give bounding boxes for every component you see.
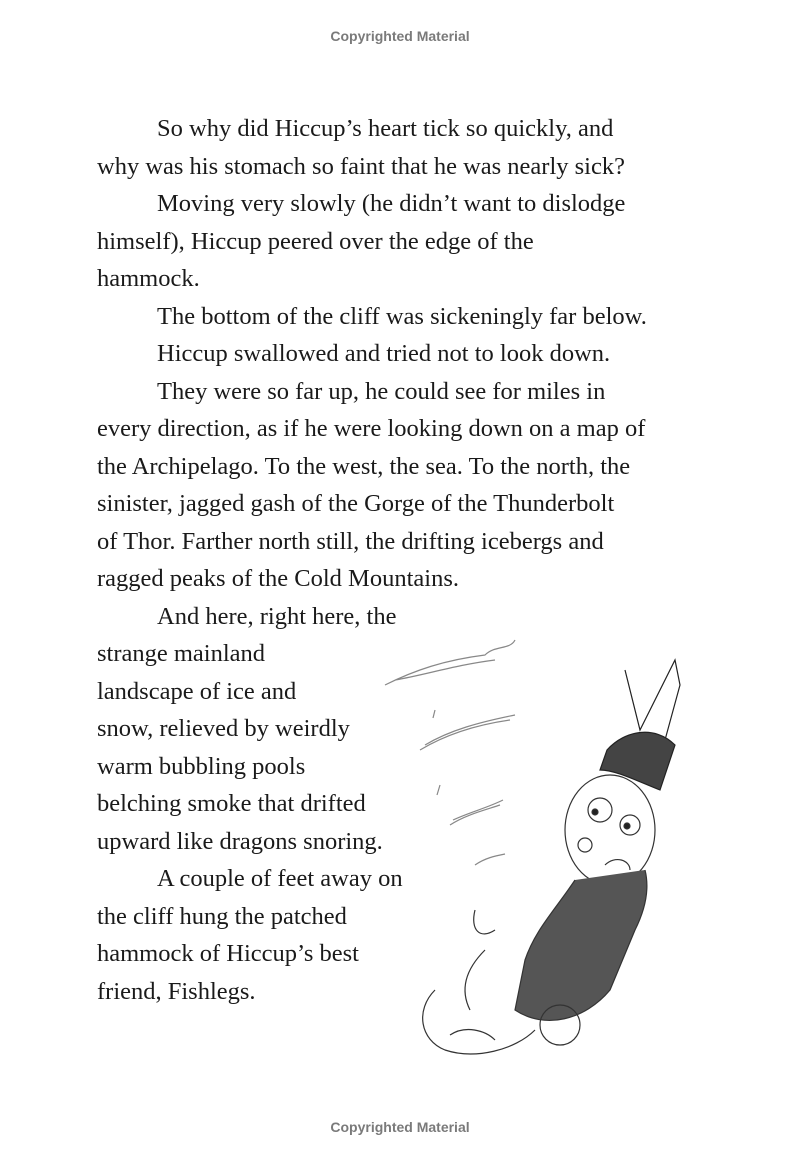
text-line: warm bubbling pools [97, 752, 306, 780]
copyright-footer: Copyrighted Material [330, 1119, 470, 1135]
text-line: friend, Fishlegs. [97, 977, 256, 1005]
text-line: The bottom of the cliff was sickeningly far below. [157, 302, 647, 330]
copyright-header: Copyrighted Material [330, 28, 470, 44]
text-line: ragged peaks of the Cold Mountains. [97, 565, 459, 592]
text-line: strange mainland [97, 640, 266, 667]
text-line: the cliff hung the patched [97, 902, 347, 930]
hiccup-illustration [375, 630, 705, 1070]
face [565, 775, 655, 885]
text-line: why was his stomach so faint that he was nearly sick? [97, 152, 625, 180]
body [423, 870, 647, 1054]
text-line: Hiccup swallowed and tried not to look down. [157, 340, 611, 367]
text-line: belching smoke that drifted [97, 790, 366, 817]
text-line: upward like dragons snoring. [97, 827, 383, 855]
text-line: hammock of Hiccup’s best [97, 940, 359, 967]
text-line: himself), Hiccup peered over the edge of the [97, 227, 534, 255]
text-line: sinister, jagged gash of the Gorge of the Thunderbolt [97, 490, 615, 517]
text-line: Moving very slowly (he didn’t want to dislodge [157, 190, 626, 217]
text-line: of Thor. Farther north still, the drifting icebergs and [97, 527, 604, 555]
text-line: every direction, as if he were looking down on a map of [97, 415, 646, 442]
text-line: They were so far up, he could see for miles in [157, 377, 606, 405]
text-line: landscape of ice and [97, 677, 297, 705]
text-line: A couple of feet away on [157, 865, 403, 892]
text-line: snow, relieved by weirdly [97, 715, 350, 742]
text-line: And here, right here, the [157, 602, 397, 630]
text-line: the Archipelago. To the west, the sea. To the north, the [97, 452, 631, 480]
smoke-wisps [385, 640, 515, 865]
text-line: So why did Hiccup’s heart tick so quickly, and [157, 115, 614, 142]
text-line: hammock. [97, 265, 200, 292]
helmet [600, 660, 680, 790]
